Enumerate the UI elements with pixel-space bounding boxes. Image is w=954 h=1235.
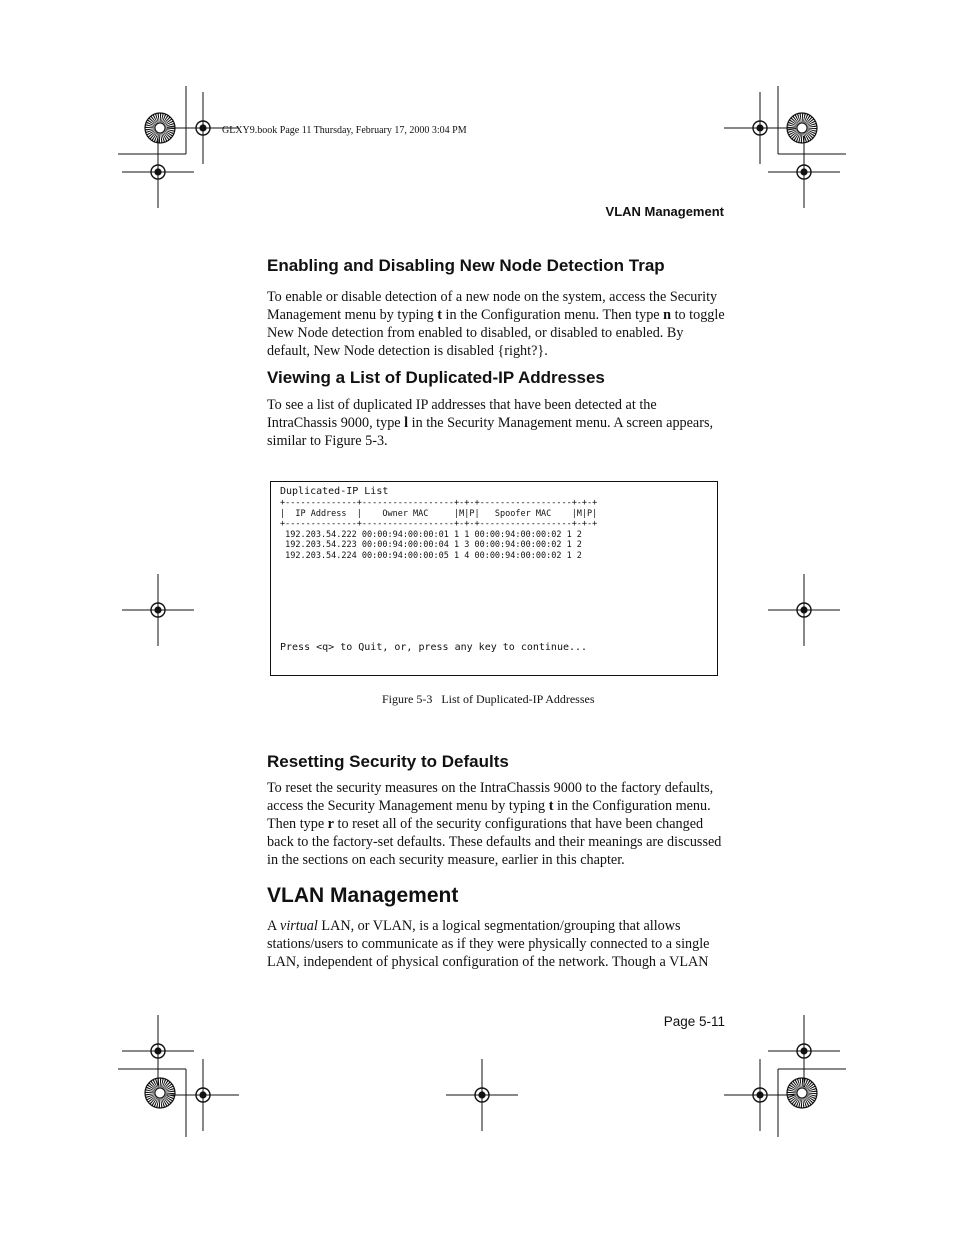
starburst-center — [797, 1088, 807, 1098]
crosshair-dot — [154, 1047, 161, 1054]
bold-keystroke: n — [663, 307, 672, 323]
crosshair-dot — [800, 606, 807, 613]
section-body-new-node-trap: To enable or disable detection of a new node on the system, access the Security Management menu by typing t in the Configuration menu. Then type n to toggle New Node detection from enabled to disabled, or disabled to enabled. By default, New Node detection is disabled {right?}. — [267, 289, 725, 359]
figure-caption: Figure 5-3 List of Duplicated-IP Addresses — [382, 692, 595, 706]
bold-keystroke: l — [404, 415, 409, 431]
section-body-vlan-management: A virtual LAN, or VLAN, is a logical segmentation/grouping that allows stations/users to communicate as if they were physically connected to a single LAN, independent of physical configuration of the network. Though a VLAN — [267, 918, 710, 970]
running-head: VLAN Management — [605, 204, 724, 219]
table-rule: +--------------+------------------+-+-+------------------+-+-+ — [280, 519, 598, 529]
starburst-center — [797, 123, 807, 133]
section-body-resetting-security: To reset the security measures on the IntraChassis 9000 to the factory defaults, access the Security Management menu by typing t in the Configuration menu. Then type r to reset all of the security configurations that have been changed back to the factory-set defaults. These defaults and their meanings are discussed in the sections on each security measure, earlier in this chapter. — [267, 780, 722, 868]
table-row: 192.203.54.222 00:00:94:00:00:01 1 1 00:00:94:00:00:02 1 2 — [280, 529, 582, 540]
screen-table — [280, 498, 597, 561]
table-row: 192.203.54.223 00:00:94:00:00:04 1 3 00:00:94:00:00:02 1 2 — [280, 540, 582, 550]
section-body-duplicated-ip: To see a list of duplicated IP addresses that have been detected at the IntraChassis 9000, type l in the Security Management menu. A screen appears, similar to Figure 5-3. — [267, 397, 714, 449]
crosshair-dot — [199, 124, 206, 131]
section-heading-new-node-trap: Enabling and Disabling New Node Detection Trap — [267, 256, 665, 275]
bold-keystroke: r — [327, 816, 334, 832]
crosshair-dot — [478, 1091, 485, 1098]
section-heading-duplicated-ip: Viewing a List of Duplicated-IP Addresses — [267, 368, 605, 387]
crosshair-dot — [800, 1047, 807, 1054]
crosshair-dot — [154, 168, 161, 175]
starburst-center — [155, 1088, 165, 1098]
bold-keystroke: t — [437, 307, 442, 323]
figure-screen-duplicated-ip-list — [270, 481, 718, 676]
section-heading-resetting-security: Resetting Security to Defaults — [267, 752, 509, 771]
screen-title: Duplicated-IP List — [280, 486, 389, 497]
crosshair-dot — [756, 124, 763, 131]
screen-prompt: Press <q> to Quit, or, press any key to continue... — [280, 642, 588, 653]
starburst-center — [155, 123, 165, 133]
italic-term: virtual — [280, 918, 318, 934]
table-column-header: | IP Address | Owner MAC |M|P| Spoofer MAC |M|P| — [280, 508, 598, 519]
crosshair-dot — [154, 606, 161, 613]
crosshair-dot — [756, 1091, 763, 1098]
crosshair-dot — [199, 1091, 206, 1098]
slug-line: GLXY9.book Page 11 Thursday, February 17, 2000 3:04 PM — [222, 125, 467, 136]
table-rule: +--------------+------------------+-+-+------------------+-+-+ — [280, 498, 598, 508]
page-number: Page 5-11 — [663, 1014, 725, 1029]
chapter-heading-vlan-management: VLAN Management — [267, 884, 459, 907]
bold-keystroke: t — [548, 798, 554, 814]
table-row: 192.203.54.224 00:00:94:00:00:05 1 4 00:00:94:00:00:02 1 2 — [280, 550, 582, 561]
crosshair-dot — [800, 168, 807, 175]
